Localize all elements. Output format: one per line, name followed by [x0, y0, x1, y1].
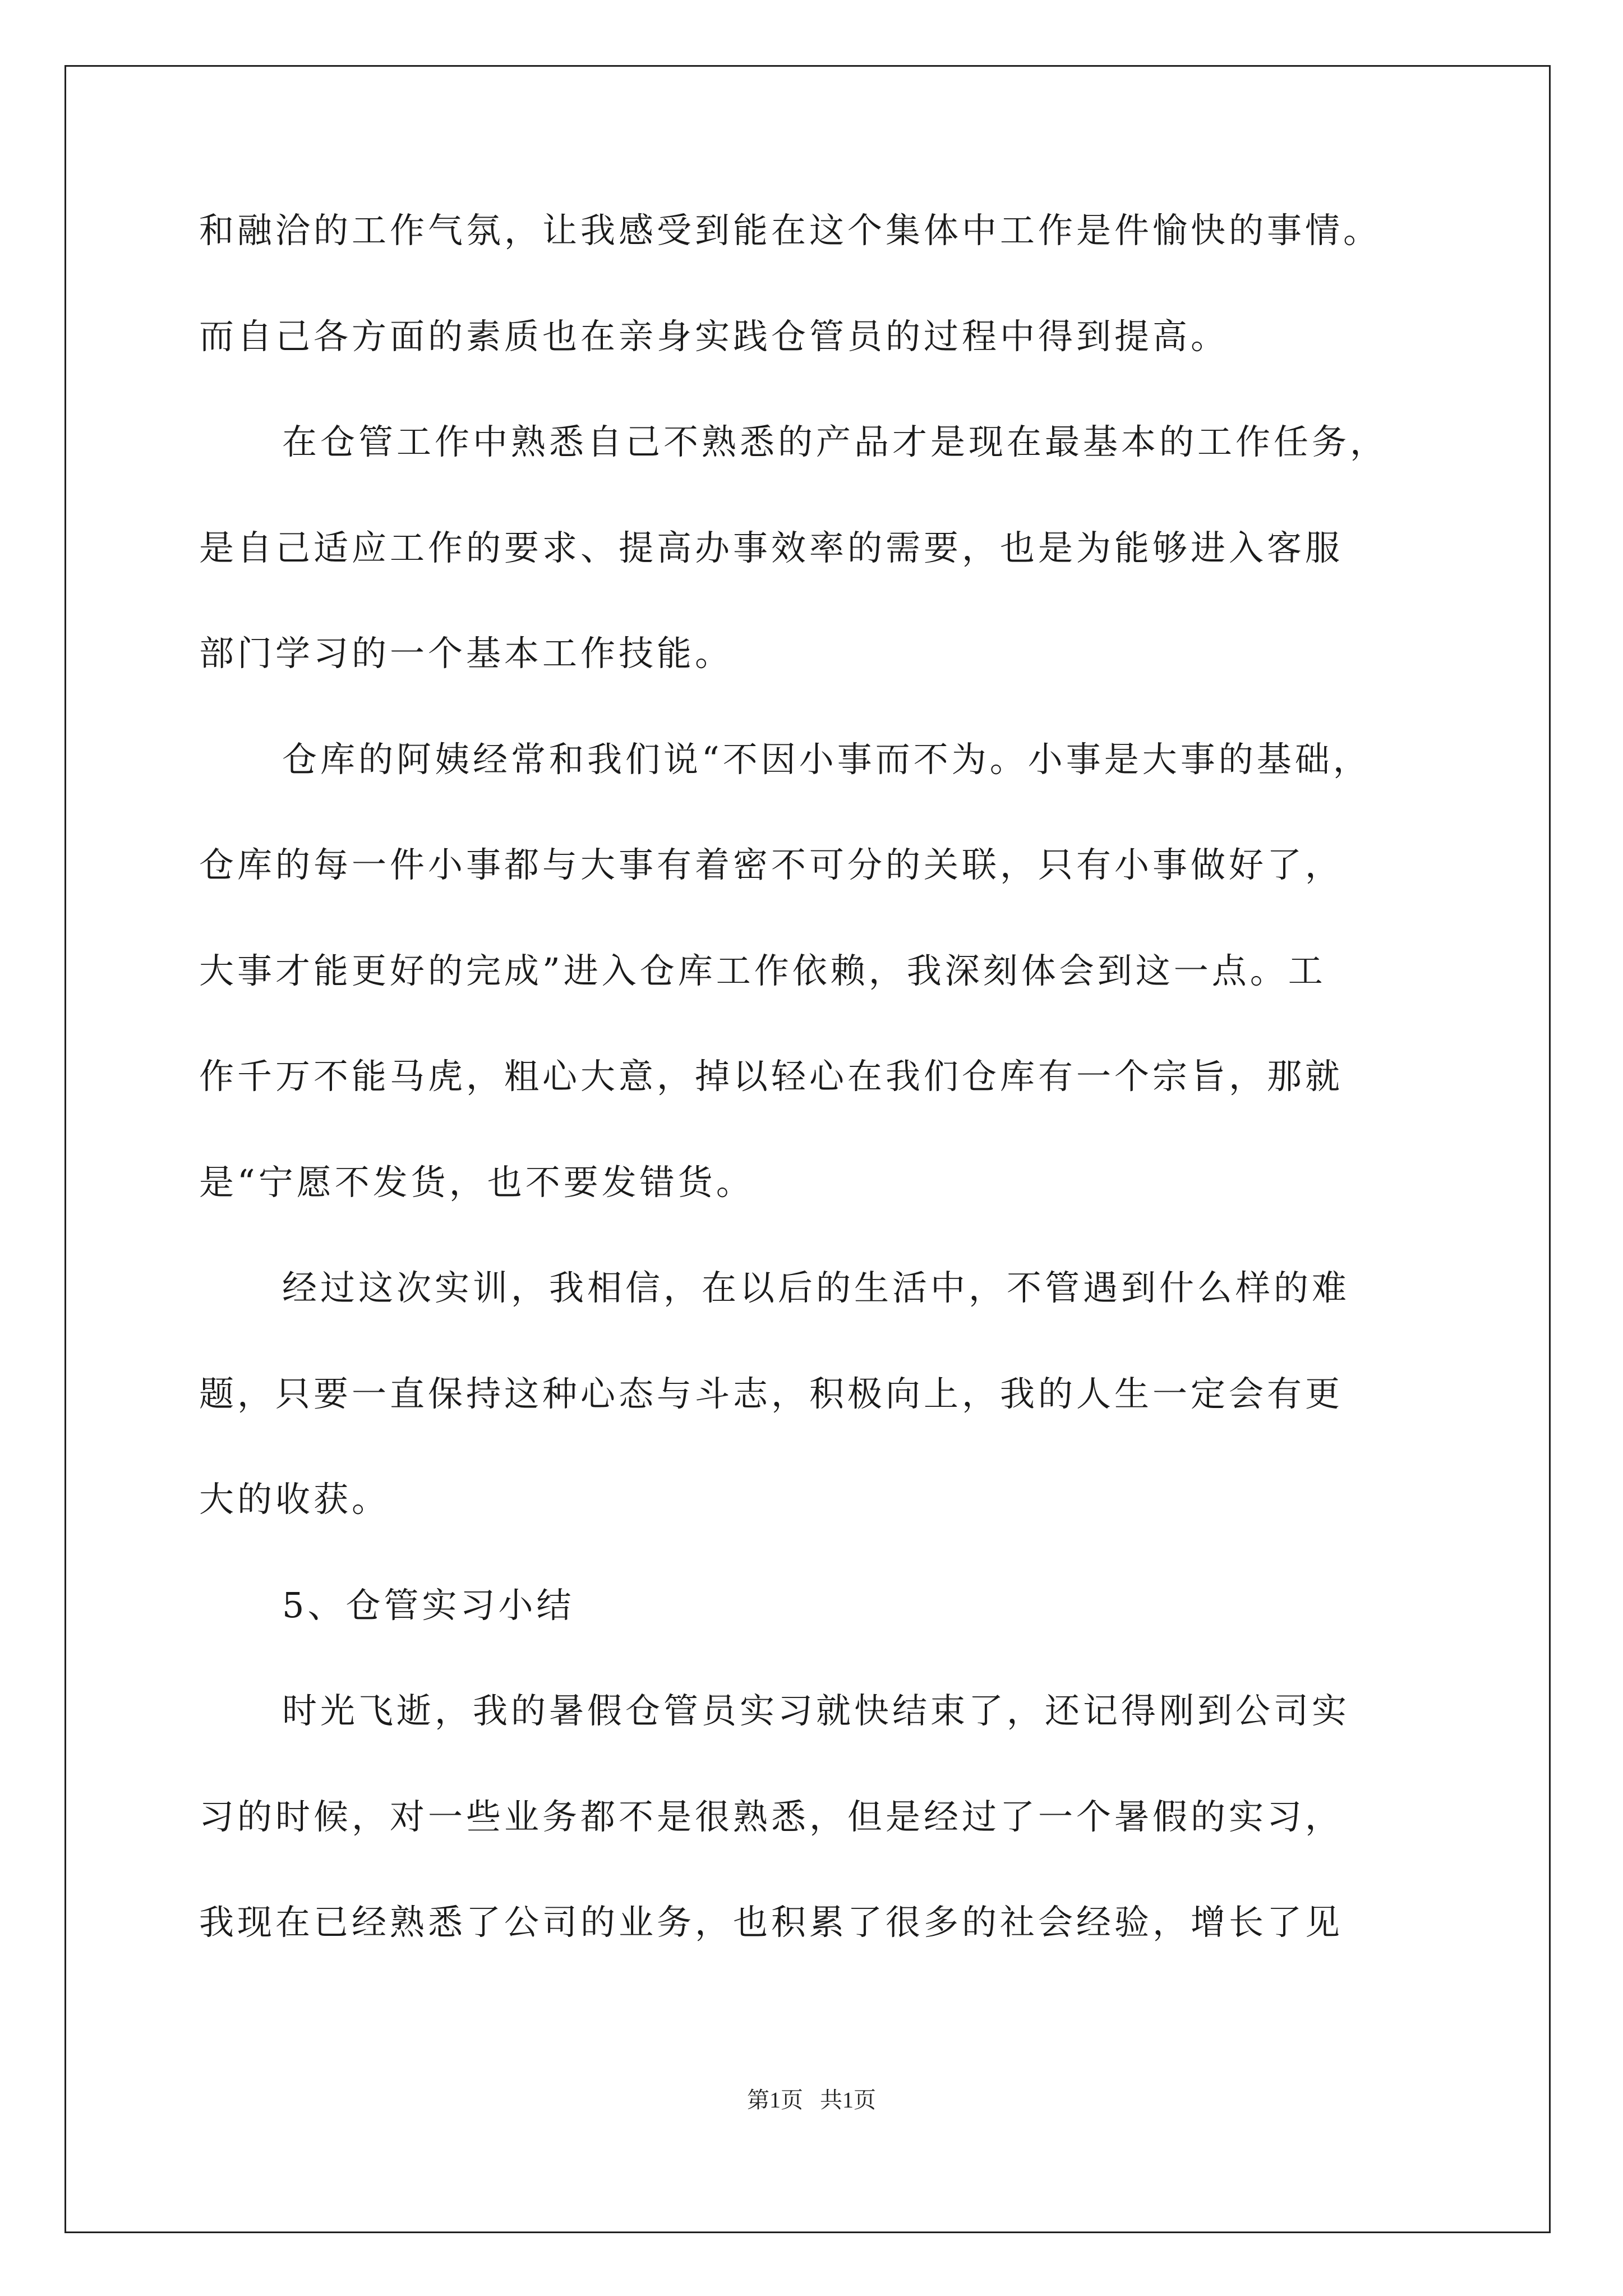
- text-line-10: 是“宁愿不发货，也不要发错货。: [199, 1161, 754, 1203]
- page-number-footer: 第1页 共1页: [747, 2087, 876, 2113]
- text-line-7: 仓库的每一件小事都与大事有着密不可分的关联，只有小事做好了，: [199, 844, 1344, 885]
- text-line-13: 大的收获。: [199, 1479, 390, 1520]
- section-heading: 5、仓管实习小结: [282, 1584, 575, 1626]
- text-line-17: 我现在已经熟悉了公司的业务，也积累了很多的社会经验，增长了见: [199, 1902, 1344, 1943]
- text-line-3: 在仓管工作中熟悉自己不熟悉的产品才是现在最基本的工作任务，: [282, 421, 1389, 462]
- text-line-8: 大事才能更好的完成”进入仓库工作依赖，我深刻体会到这一点。工: [199, 950, 1326, 991]
- text-line-11: 经过这次实训，我相信，在以后的生活中，不管遇到什么样的难: [282, 1267, 1350, 1308]
- text-line-12: 题，只要一直保持这种心态与斗志，积极向上，我的人生一定会有更: [199, 1373, 1344, 1414]
- text-line-9: 作千万不能马虎，粗心大意，掉以轻心在我们仓库有一个宗旨，那就: [199, 1056, 1344, 1097]
- text-line-6: 仓库的阿姨经常和我们说“不因小事而不为。小事是大事的基础，: [282, 738, 1371, 780]
- text-line-4: 是自己适应工作的要求、提高办事效率的需要，也是为能够进入客服: [199, 527, 1344, 568]
- text-line-1: 和融洽的工作气氛，让我感受到能在这个集体中工作是件愉快的事情。: [199, 210, 1382, 251]
- text-line-5: 部门学习的一个基本工作技能。: [199, 633, 734, 674]
- document-body: [199, 210, 1433, 2011]
- text-line-2: 而自己各方面的素质也在亲身实践仓管员的过程中得到提高。: [199, 315, 1229, 357]
- text-line-15: 时光飞逝，我的暑假仓管员实习就快结束了，还记得刚到公司实: [282, 1690, 1350, 1731]
- text-line-16: 习的时候，对一些业务都不是很熟悉，但是经过了一个暑假的实习，: [199, 1796, 1344, 1837]
